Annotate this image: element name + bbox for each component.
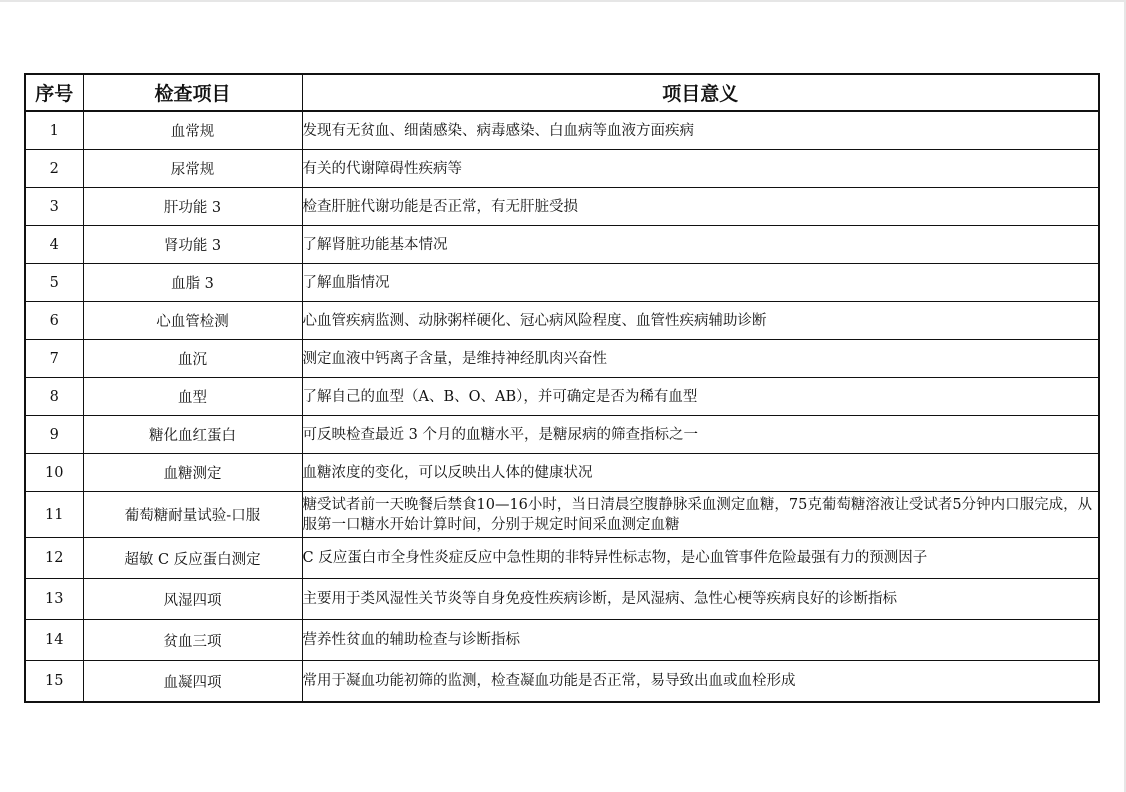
table-row: [25, 188, 1099, 226]
row-meaning: 了解自己的血型（A、B、O、AB），并可确定是否为稀有血型: [302, 378, 1099, 416]
row-no: 8: [25, 378, 83, 416]
table-row: [25, 150, 1099, 188]
row-item: 贫血三项: [83, 620, 302, 661]
row-meaning: C 反应蛋白市全身性炎症反应中急性期的非特异性标志物，是心血管事件危险最强有力的预测因子: [302, 538, 1099, 579]
row-meaning: 常用于凝血功能初筛的监测，检查凝血功能是否正常，易导致出血或血栓形成: [302, 661, 1099, 703]
row-item: 血糖测定: [83, 454, 302, 492]
row-item: 风湿四项: [83, 579, 302, 620]
row-meaning: 有关的代谢障碍性疾病等: [302, 150, 1099, 188]
row-item: 超敏 C 反应蛋白测定: [83, 538, 302, 579]
row-item: 肝功能 3: [83, 188, 302, 226]
exam-items-table: [24, 73, 1100, 703]
row-no: 3: [25, 188, 83, 226]
row-no: 13: [25, 579, 83, 620]
row-item: 血脂 3: [83, 264, 302, 302]
row-meaning: 可反映检查最近 3 个月的血糖水平，是糖尿病的筛查指标之一: [302, 416, 1099, 454]
table-row: [25, 264, 1099, 302]
row-meaning: 检查肝脏代谢功能是否正常，有无肝脏受损: [302, 188, 1099, 226]
row-no: 4: [25, 226, 83, 264]
table-row: [25, 579, 1099, 620]
row-item: 糖化血红蛋白: [83, 416, 302, 454]
row-no: 10: [25, 454, 83, 492]
row-item: 血型: [83, 378, 302, 416]
row-no: 14: [25, 620, 83, 661]
row-no: 11: [25, 492, 83, 538]
row-no: 5: [25, 264, 83, 302]
table-row: [25, 538, 1099, 579]
row-no: 1: [25, 111, 83, 150]
row-meaning: 糖受试者前一天晚餐后禁食10—16小时，当日清晨空腹静脉采血测定血糖，75克葡萄糖溶液让受试者5分钟内口服完成，从服第一口糖水开始计算时间，分别于规定时间采血测定血糖: [302, 492, 1099, 538]
table-row: [25, 226, 1099, 264]
header-meaning: 项目意义: [302, 74, 1099, 111]
row-meaning: 了解血脂情况: [302, 264, 1099, 302]
table-row: [25, 416, 1099, 454]
row-item: 血沉: [83, 340, 302, 378]
row-no: 6: [25, 302, 83, 340]
row-item: 血凝四项: [83, 661, 302, 703]
table-row: [25, 620, 1099, 661]
row-item: 血常规: [83, 111, 302, 150]
row-meaning: 营养性贫血的辅助检查与诊断指标: [302, 620, 1099, 661]
row-meaning: 发现有无贫血、细菌感染、病毒感染、白血病等血液方面疾病: [302, 111, 1099, 150]
table-row: [25, 492, 1099, 538]
row-item: 葡萄糖耐量试验-口服: [83, 492, 302, 538]
row-no: 12: [25, 538, 83, 579]
table-row: [25, 302, 1099, 340]
row-item: 尿常规: [83, 150, 302, 188]
table-row: [25, 661, 1099, 703]
row-meaning: 测定血液中钙离子含量，是维持神经肌肉兴奋性: [302, 340, 1099, 378]
row-meaning: 了解肾脏功能基本情况: [302, 226, 1099, 264]
row-no: 2: [25, 150, 83, 188]
row-no: 9: [25, 416, 83, 454]
row-no: 7: [25, 340, 83, 378]
table-row: [25, 454, 1099, 492]
row-meaning: 心血管疾病监测、动脉粥样硬化、冠心病风险程度、血管性疾病辅助诊断: [302, 302, 1099, 340]
page-top-edge: [0, 0, 1126, 2]
table-row: [25, 340, 1099, 378]
header-no: 序号: [25, 74, 83, 111]
table-row: [25, 378, 1099, 416]
row-item: 肾功能 3: [83, 226, 302, 264]
row-meaning: 主要用于类风湿性关节炎等自身免疫性疾病诊断，是风湿病、急性心梗等疾病良好的诊断指标: [302, 579, 1099, 620]
table-row: [25, 111, 1099, 150]
row-item: 心血管检测: [83, 302, 302, 340]
row-meaning: 血糖浓度的变化，可以反映出人体的健康状况: [302, 454, 1099, 492]
table-header-row: [25, 74, 1099, 111]
header-item: 检查项目: [83, 74, 302, 111]
row-no: 15: [25, 661, 83, 703]
